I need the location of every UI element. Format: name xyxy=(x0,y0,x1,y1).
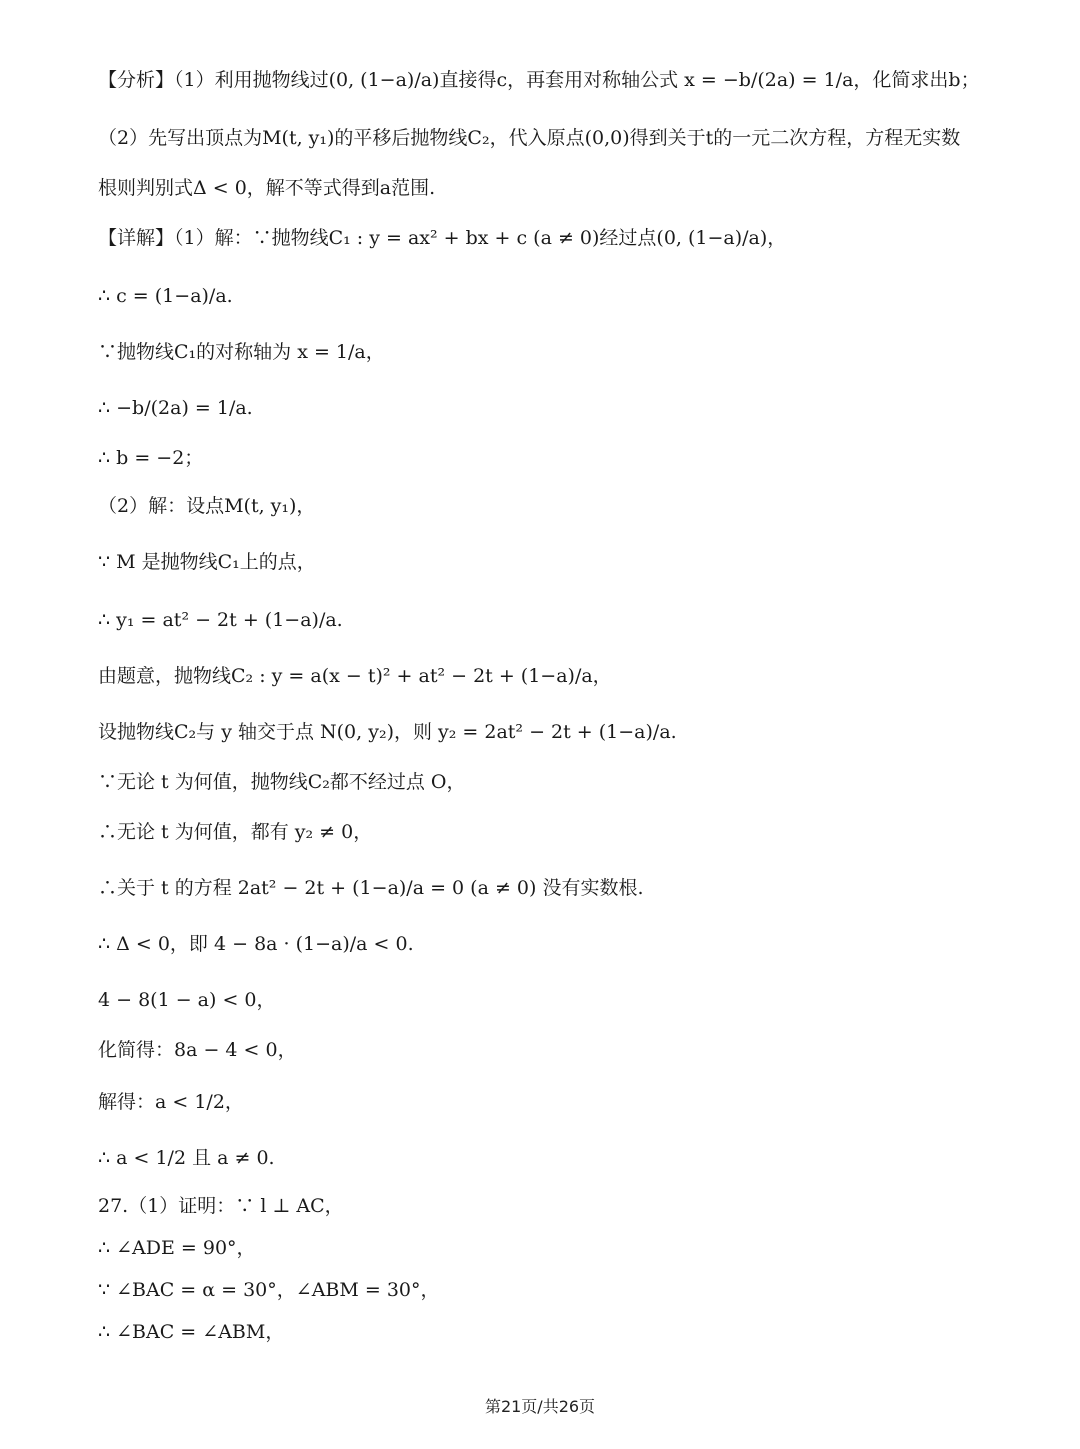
problem-27-line-4: ∴ ∠BAC = ∠ABM， xyxy=(98,1321,285,1343)
solution-line-18: ∴ a < 1/2 且 a ≠ 0. xyxy=(98,1147,275,1169)
solution-line-12: ∴无论 t 为何值，都有 y₂ ≠ 0， xyxy=(98,821,373,843)
analysis-line-2: （2）先写出顶点为M(t, y₁)的平移后抛物线C₂，代入原点(0,0)得到关于t的一元二次方程，方程无实数 xyxy=(98,127,961,149)
solution-line-7: ∵ M 是抛物线C₁上的点， xyxy=(98,551,316,573)
page-number: 第21页/共26页 xyxy=(484,1397,596,1416)
solution-line-8: ∴ y₁ = at² − 2t + (1−a)/a. xyxy=(98,609,343,631)
problem-27-line-3: ∵ ∠BAC = α = 30°，∠ABM = 30°， xyxy=(98,1279,440,1301)
solution-line-15: 4 − 8(1 − a) < 0， xyxy=(98,989,276,1011)
solution-line-2: ∴ c = (1−a)/a. xyxy=(98,285,233,307)
solution-line-17: 解得：a < 1/2， xyxy=(98,1091,244,1113)
solution-line-4: ∴ −b/(2a) = 1/a. xyxy=(98,397,253,419)
solution-line-9: 由题意，抛物线C₂ : y = a(x − t)² + at² − 2t + (1−a)/a， xyxy=(98,665,612,687)
problem-27-line-2: ∴ ∠ADE = 90°， xyxy=(98,1237,256,1259)
solution-line-3: ∵抛物线C₁的对称轴为 x = 1/a， xyxy=(98,341,385,363)
analysis-line-3: 根则判别式Δ < 0，解不等式得到a范围. xyxy=(98,177,436,199)
solution-line-6: （2）解：设点M(t, y₁)， xyxy=(98,495,316,517)
solution-line-11: ∵无论 t 为何值，抛物线C₂都不经过点 O， xyxy=(98,771,466,793)
problem-27-line-1: 27.（1）证明：∵ l ⊥ AC， xyxy=(98,1195,344,1217)
solution-line-10: 设抛物线C₂与 y 轴交于点 N(0, y₂)，则 y₂ = 2at² − 2t + (1−a)/a. xyxy=(98,721,677,743)
solution-line-1: 【详解】（1）解：∵抛物线C₁ : y = ax² + bx + c (a ≠ 0)经过点(0, (1−a)/a)， xyxy=(98,227,787,249)
solution-line-14: ∴ Δ < 0，即 4 − 8a · (1−a)/a < 0. xyxy=(98,933,414,955)
solution-line-13: ∴关于 t 的方程 2at² − 2t + (1−a)/a = 0 (a ≠ 0) 没有实数根. xyxy=(98,877,644,899)
solution-line-5: ∴ b = −2； xyxy=(98,447,204,469)
analysis-line-1: 【分析】（1）利用抛物线过(0, (1−a)/a)直接得c，再套用对称轴公式 x = −b/(2a) = 1/a，化简求出b； xyxy=(98,69,980,91)
solution-line-16: 化简得：8a − 4 < 0， xyxy=(98,1039,297,1061)
